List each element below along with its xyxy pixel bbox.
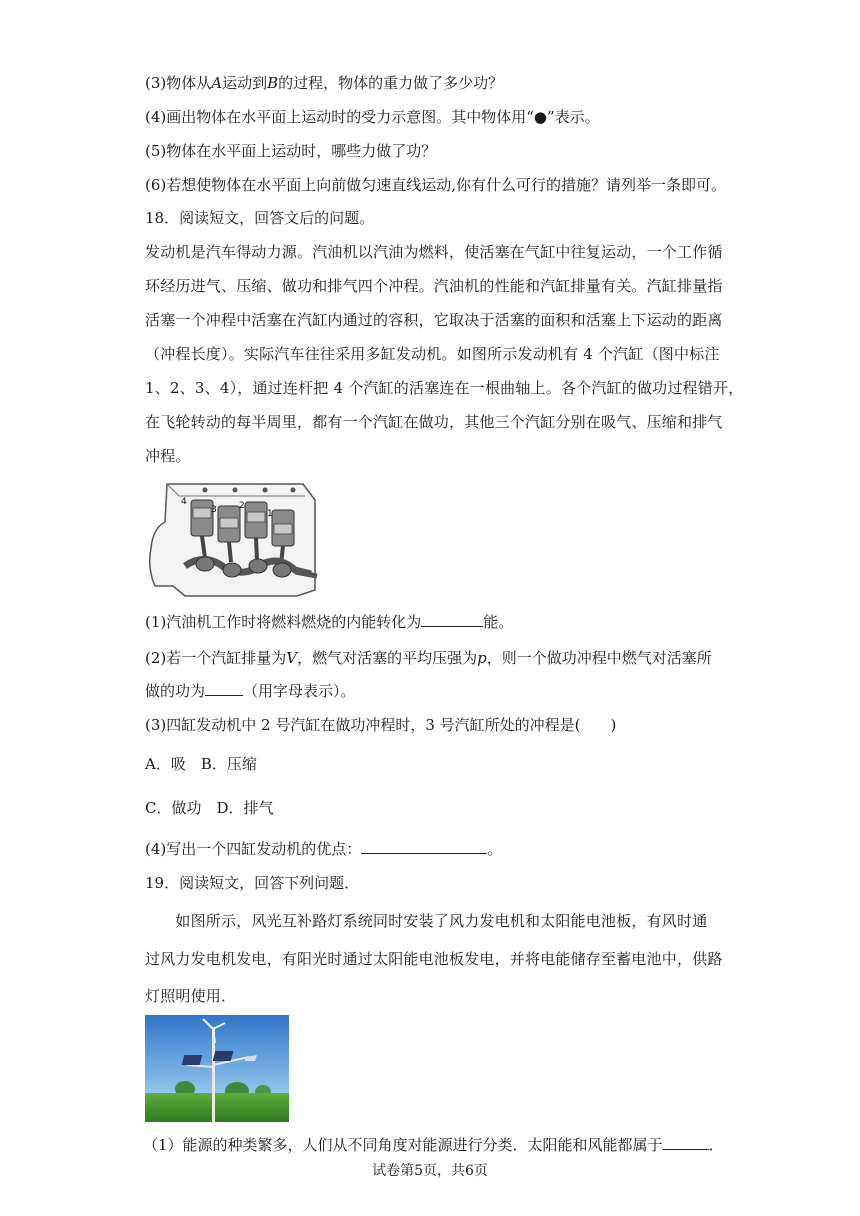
q19-paragraph-line: 如图所示，风光互补路灯系统同时安装了风力发电机和太阳能电池板，有风时通 xyxy=(145,912,708,930)
q18-title: 18．阅读短文，回答文后的问题。 xyxy=(145,209,375,227)
page-footer: 试卷第5页，共6页 xyxy=(372,1163,488,1179)
cylinder-label: 1 xyxy=(267,509,273,519)
four-cylinder-engine-figure xyxy=(145,478,323,600)
cylinder-label: 3 xyxy=(211,505,217,515)
q18-question-2: (2)若一个汽缸排量为V，燃气对活塞的平均压强为p，则一个做功冲程中燃气对活塞所 xyxy=(145,649,712,667)
q18-paragraph-line: （冲程长度）。实际汽车往往采用多缸发动机。如图所示发动机有 4 个汽缸（图中标注 xyxy=(145,345,720,363)
q17-part6: (6)若想使物体在水平面上向前做匀速直线运动,你有什么可行的措施？请列举一条即可。 xyxy=(145,176,727,194)
q18-paragraph-line: 环经历进气、压缩、做功和排气四个冲程。汽油机的性能和汽缸排量有关。汽缸排量指 xyxy=(145,277,723,295)
q18-paragraph-line: 1、2、3、4），通过连杆把 4 个汽缸的活塞连在一根曲轴上。各个汽缸的做功过程错开， xyxy=(145,379,744,397)
cylinder-label: 2 xyxy=(239,501,245,511)
q18-option-c-d: C．做功 D．排气 xyxy=(145,799,274,817)
q18-paragraph-line: 在飞轮转动的每半周里，都有一个汽缸在做功，其他三个汽缸分别在吸气、压缩和排气 xyxy=(145,413,723,431)
wind-solar-streetlight-photo xyxy=(145,1015,289,1122)
answer-blank[interactable] xyxy=(421,612,483,627)
q17-part5: (5)物体在水平面上运动时，哪些力做了功？ xyxy=(145,142,437,160)
q19-paragraph-line: 灯照明使用． xyxy=(145,987,237,1005)
q19-question-1: （1）能源的种类繁多，人们从不同角度对能源进行分类．太阳能和风能都属于 ． xyxy=(143,1136,724,1154)
q18-paragraph-line: 冲程。 xyxy=(145,447,191,465)
q17-part4: (4)画出物体在水平面上运动时的受力示意图。其中物体用“●”表示。 xyxy=(145,108,600,126)
answer-blank[interactable] xyxy=(205,681,243,696)
answer-blank[interactable] xyxy=(361,839,487,854)
q18-question-4: (4)写出一个四缸发动机的优点： 。 xyxy=(145,840,503,858)
q18-question-3: (3)四缸发动机中 2 号汽缸在做功冲程时，3 号汽缸所处的冲程是( ) xyxy=(145,716,617,734)
q18-option-a-b: A．吸 B．压缩 xyxy=(145,755,257,773)
q17-part3: (3)物体从A运动到B的过程，物体的重力做了多少功？ xyxy=(145,74,504,92)
q18-question-1: (1)汽油机工作时将燃料燃烧的内能转化为 能。 xyxy=(145,613,514,631)
q19-title: 19．阅读短文，回答下列问题． xyxy=(145,874,360,892)
q18-question-2-cont: 做的功为 （用字母表示）。 xyxy=(145,682,356,700)
answer-blank[interactable] xyxy=(663,1135,709,1150)
q18-paragraph-line: 活塞一个冲程中活塞在汽缸内通过的容积，它取决于活塞的面积和活塞上下运动的距离 xyxy=(145,311,723,329)
cylinder-label: 4 xyxy=(181,497,187,507)
q18-paragraph-line: 发动机是汽车得动力源。汽油机以汽油为燃料，使活塞在气缸中往复运动，一个工作循 xyxy=(145,243,723,261)
q19-paragraph-line: 过风力发电机发电，有阳光时通过太阳能电池板发电，并将电能储存至蓄电池中，供路 xyxy=(145,950,723,968)
